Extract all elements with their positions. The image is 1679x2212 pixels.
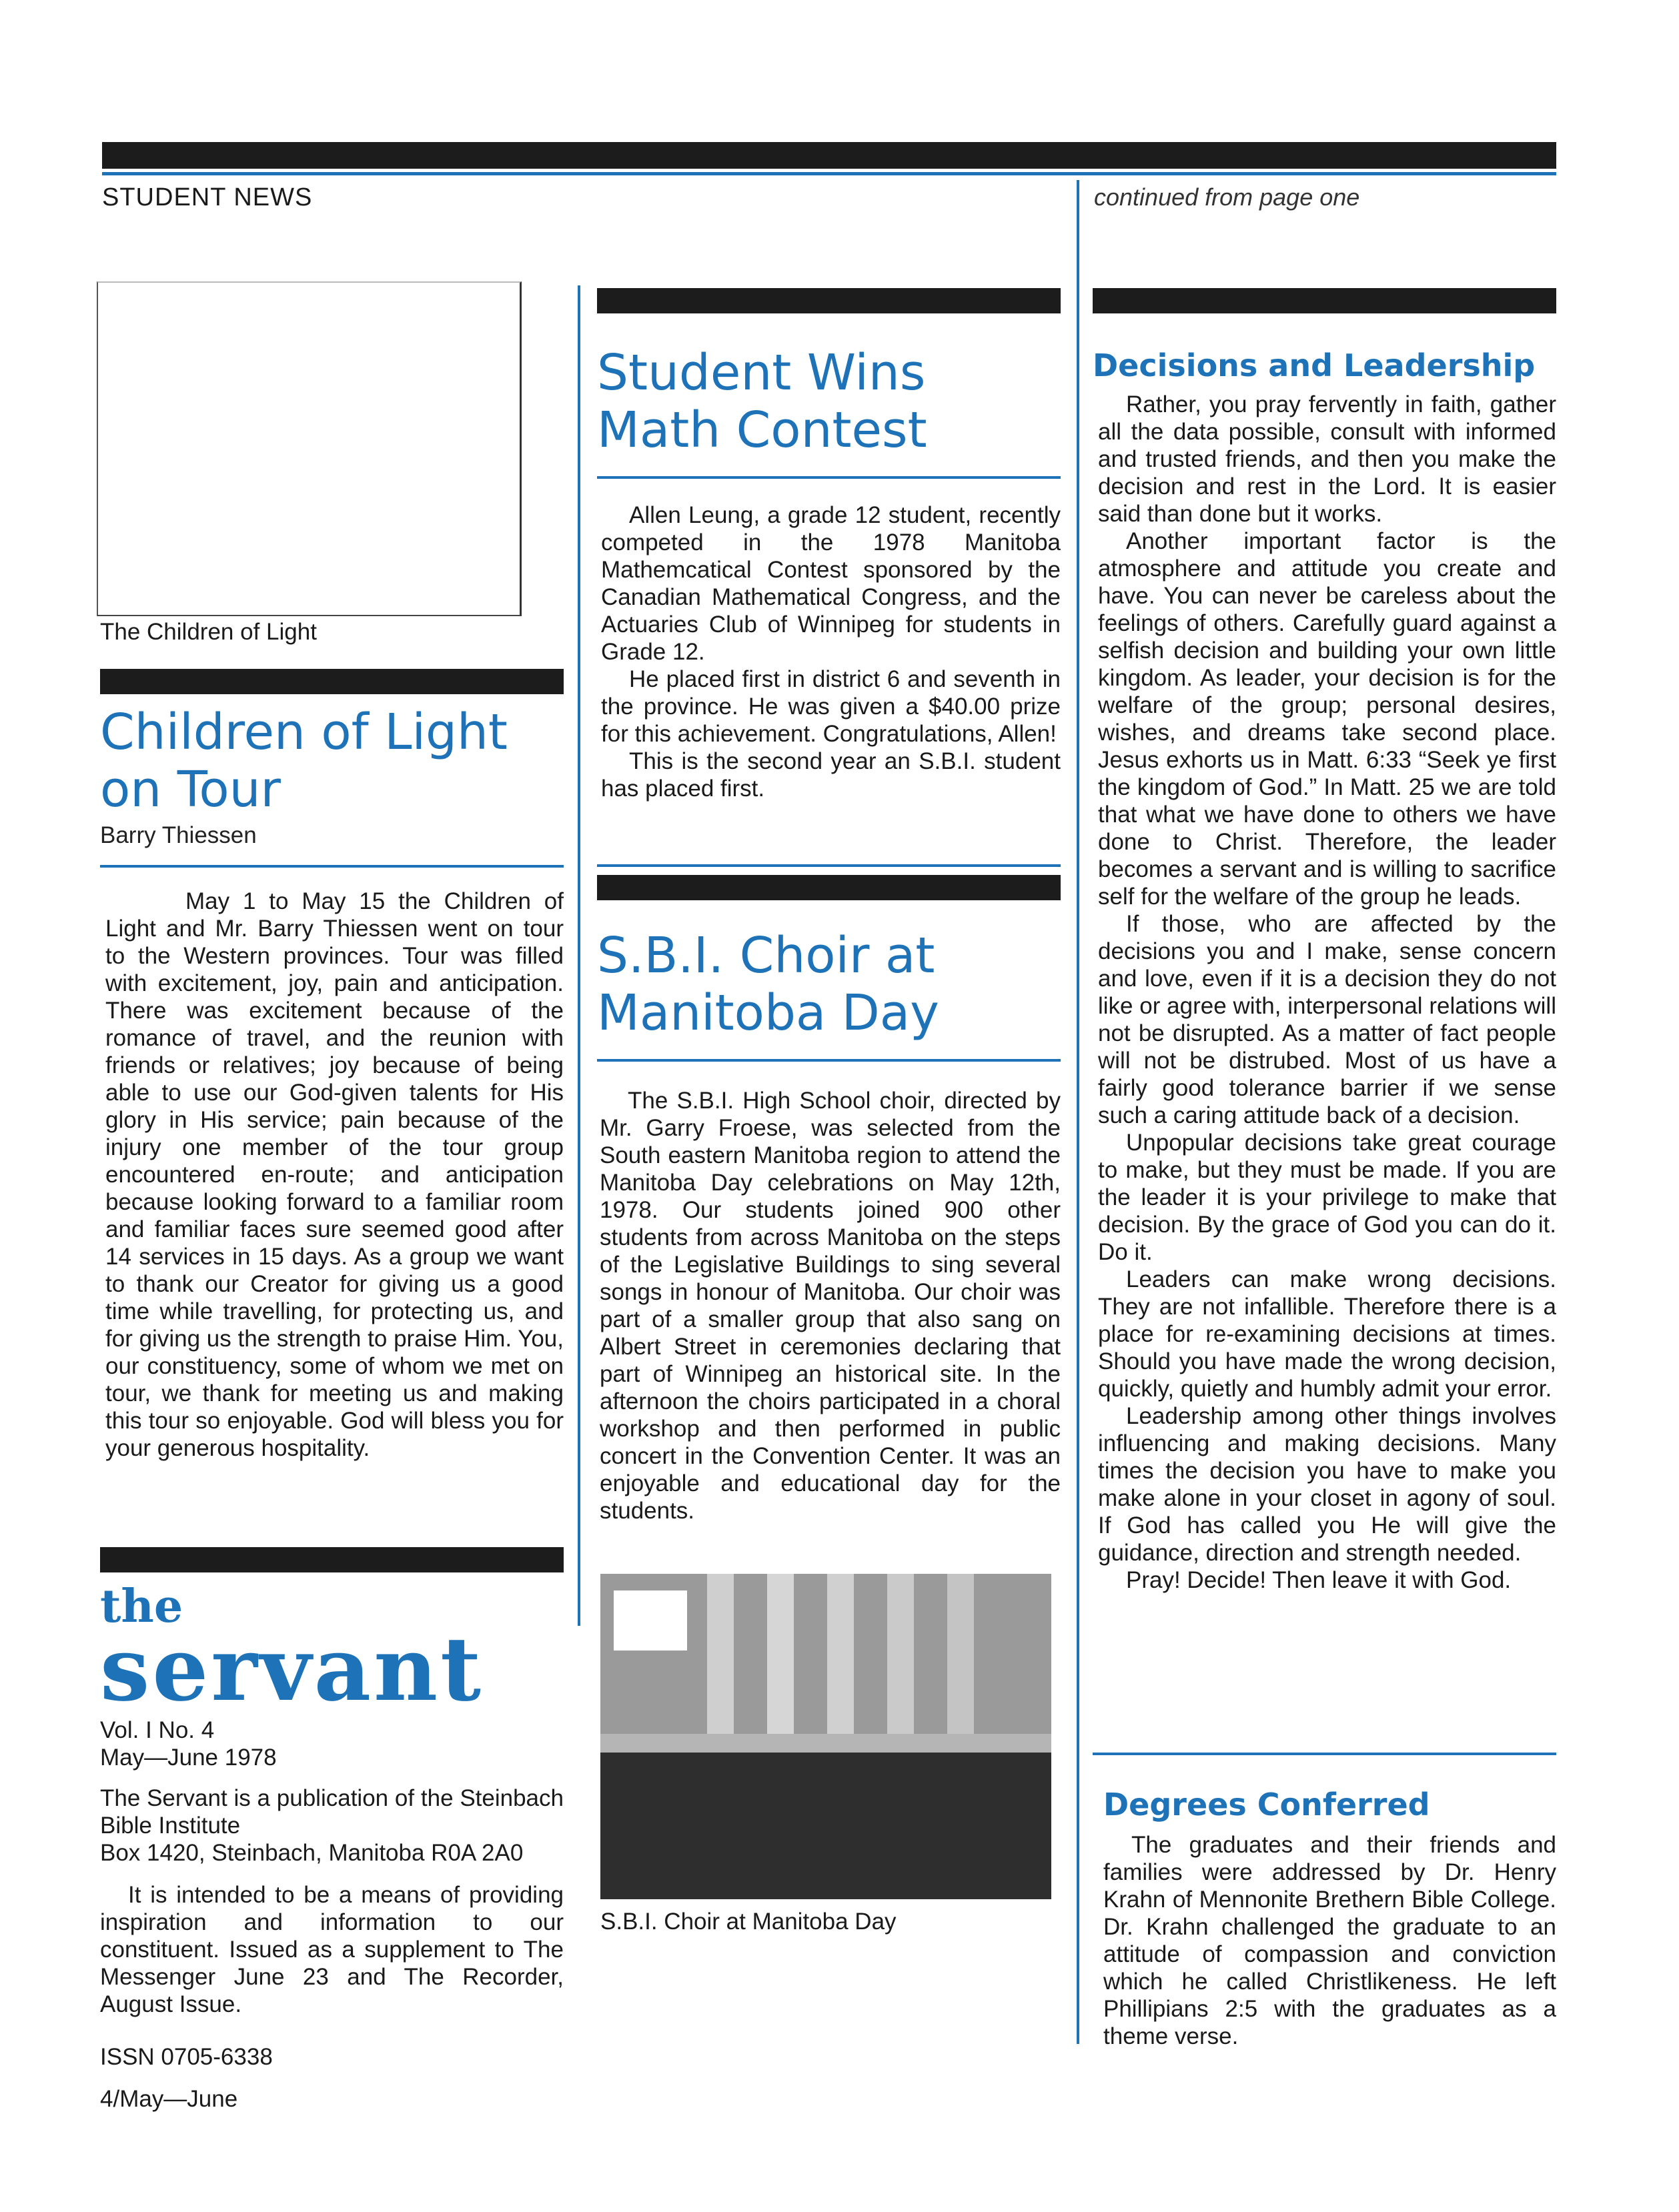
- article-paragraph: Rather, you pray fervently in faith, gather all the data possible, consult with informed and trusted friends, and then you make the decision and rest in the Lord. It is easier said than done but it works.: [1098, 391, 1556, 527]
- masthead-issn: ISSN 0705-6338: [100, 2044, 273, 2070]
- article-headline: Decisions and Leadership: [1093, 347, 1536, 383]
- article-headline: Children of Light on Tour: [100, 704, 508, 818]
- masthead-address: Box 1420, Steinbach, Manitoba R0A 2A0: [100, 1840, 524, 1866]
- article-black-bar: [1093, 288, 1556, 313]
- article-paragraph: Leadership among other things involves influencing and making decisions. Many times the decision you have to make you make alone in your closet in agony of soul. If God has called you He will give the guidance, direction and strength needed.: [1098, 1403, 1556, 1566]
- article-black-bar: [100, 669, 564, 694]
- article-headline: Degrees Conferred: [1103, 1787, 1430, 1823]
- masthead-publication: The Servant is a publication of the Steinbach Bible Institute: [100, 1785, 564, 1839]
- article-paragraph: Allen Leung, a grade 12 student, recently competed in the 1978 Manitoba Mathemcatical Contest sponsored by the Canadian Mathematical Congress, and the Actuaries Club of Winnipeg for students in Grade 12.: [601, 502, 1061, 665]
- article-paragraph: The graduates and their friends and families were addressed by Dr. Henry Krahn of Mennonite Brethern Bible College. Dr. Krahn challenged the graduate to an attitude of compassion and conviction which he called Christlikeness. He left Phillipians 2:5 with the graduates as a theme verse.: [1103, 1832, 1556, 2049]
- article-body: [1103, 1831, 1556, 2050]
- caption-text: The Children of Light: [100, 619, 317, 645]
- article-blue-rule: [597, 476, 1061, 479]
- article-headline: S.B.I. Choir at Manitoba Day: [597, 927, 939, 1042]
- masthead-black-bar: [100, 1547, 564, 1572]
- header-blue-rule: [102, 172, 1556, 175]
- caption-text: S.B.I. Choir at Manitoba Day: [600, 1909, 897, 1935]
- masthead-purpose-text: It is intended to be a means of providing inspiration and information to our constituent. Issued as a supplement to The Messenger June 23 and The Recorder, August Issue.: [100, 1882, 564, 2017]
- continued-note: continued from page one: [1094, 183, 1360, 211]
- degrees-article: [1093, 1753, 1556, 2050]
- article-blue-rule: [597, 1059, 1061, 1062]
- article-body: [601, 501, 1061, 802]
- article-paragraph: This is the second year an S.B.I. student has placed first.: [601, 748, 1061, 802]
- article-paragraph: Another important factor is the atmosphere and attitude you create and have. You can never be careless about the feelings of others. Carefully guard against a selfish decision and building your own little kingdom. As leader, your decision is for the welfare of the group; personal desires, wishes, and dreams take second place. Jesus exhorts us in Matt. 6:33 “Seek ye first the kingdom of God.” In Matt. 25 we are told that what we have done to others we have done to Christ. Therefore, the leader becomes a servant and is willing to sacrifice self for the welfare of the group he leads.: [1098, 528, 1556, 910]
- article-paragraph: May 1 to May 15 the Children of Light and Mr. Barry Thiessen went on tour to the Western provinces. Tour was filled with excitement, joy, pain and anticipation. There was excitement because of the romance of travel, and the reunion with friends or relatives; joy because of being able to use our God-given talents for His glory in His service; pain because of the injury one member of the tour group encountered en-route; and anticipation because looking forward to a familiar room and familiar faces sure seemed good after 14 services in 15 days. As a group we want to thank our Creator for giving us a good time while travelling, for protecting us, and for giving us the strength to praise Him. You, our constituency, some of whom we met on tour, we thank for meeting us and making this tour so enjoyable. God will bless you for your generous hospitality.: [105, 888, 564, 1461]
- article-blue-rule: [597, 864, 1061, 867]
- masthead-date: May—June 1978: [100, 1745, 277, 1771]
- masthead-folio: 4/May—June: [100, 2086, 238, 2112]
- math-article: [597, 288, 1061, 802]
- article-paragraph: If those, who are affected by the decisions you and I make, sense concern and love, even if it is a decision they do not like or agree with, interpersonal relations will not be disrupted. As a matter of fact people will not be distrubed. Most of us have a fairly good tolerance barrier if we sense such a caring attitude back of a decision.: [1098, 911, 1556, 1128]
- article-body: [600, 1087, 1061, 1524]
- masthead-volume: Vol. I No. 4: [100, 1717, 215, 1743]
- header-black-bar: [102, 142, 1556, 169]
- section-label: STUDENT NEWS: [102, 183, 313, 211]
- column-divider-2: [1077, 180, 1079, 2044]
- article-paragraph: Pray! Decide! Then leave it with God.: [1126, 1567, 1512, 1593]
- article-paragraph: The S.B.I. High School choir, directed by Mr. Garry Froese, was selected from the South eastern Manitoba region to attend the Manitoba Day celebrations on May 12th, 1978. Our students joined 900 other students from across Manitoba on the steps of the Legislative Buildings to sing several songs in honour of Manitoba. Our choir was part of a smaller group that also sang on Albert Street in ceremonies declaring that part of Winnipeg an historical site. In the afternoon the choirs participated in a choral workshop and then performed in public concert in the Convention Center. It was an enjoyable and educational day for the students.: [600, 1088, 1061, 1524]
- article-paragraph: Unpopular decisions take great courage to make, but they must be made. If you are the leader it is your privilege to make that decision. By the grace of God you can do it. Do it.: [1098, 1130, 1556, 1265]
- column-divider-1: [578, 285, 580, 1626]
- article-body: [105, 888, 564, 1462]
- leadership-article: [1093, 288, 1556, 1594]
- masthead-purpose: [100, 1881, 564, 2018]
- children-photo: [97, 281, 522, 616]
- choir-photo-caption: [600, 1909, 897, 1935]
- article-byline: Barry Thiessen: [100, 822, 257, 848]
- article-body: [1098, 391, 1556, 1594]
- choir-photo-illustration: [600, 1574, 1051, 1899]
- masthead: [100, 1547, 564, 2113]
- article-blue-rule: [100, 865, 564, 868]
- masthead-logo: servant: [100, 1618, 484, 1721]
- article-blue-rule: [1093, 1753, 1556, 1755]
- article-black-bar: [597, 875, 1061, 900]
- photo-caption-children: [100, 619, 317, 646]
- article-headline: Student Wins Math Contest: [597, 344, 927, 459]
- article-black-bar: [597, 288, 1061, 313]
- article-paragraph: He placed first in district 6 and seventh in the province. He was given a $40.00 prize for this achievement. Congratulations, Allen!: [601, 666, 1061, 747]
- choir-article: [597, 864, 1061, 1524]
- masthead-the: the: [100, 1580, 183, 1633]
- children-article: [100, 669, 564, 1462]
- article-paragraph: Leaders can make wrong decisions. They are not infallible. Therefore there is a place for re-examining decisions at times. Should you have made the wrong decision, quickly, quietly and humbly admit your error.: [1098, 1266, 1556, 1402]
- choir-photo: [600, 1574, 1051, 1899]
